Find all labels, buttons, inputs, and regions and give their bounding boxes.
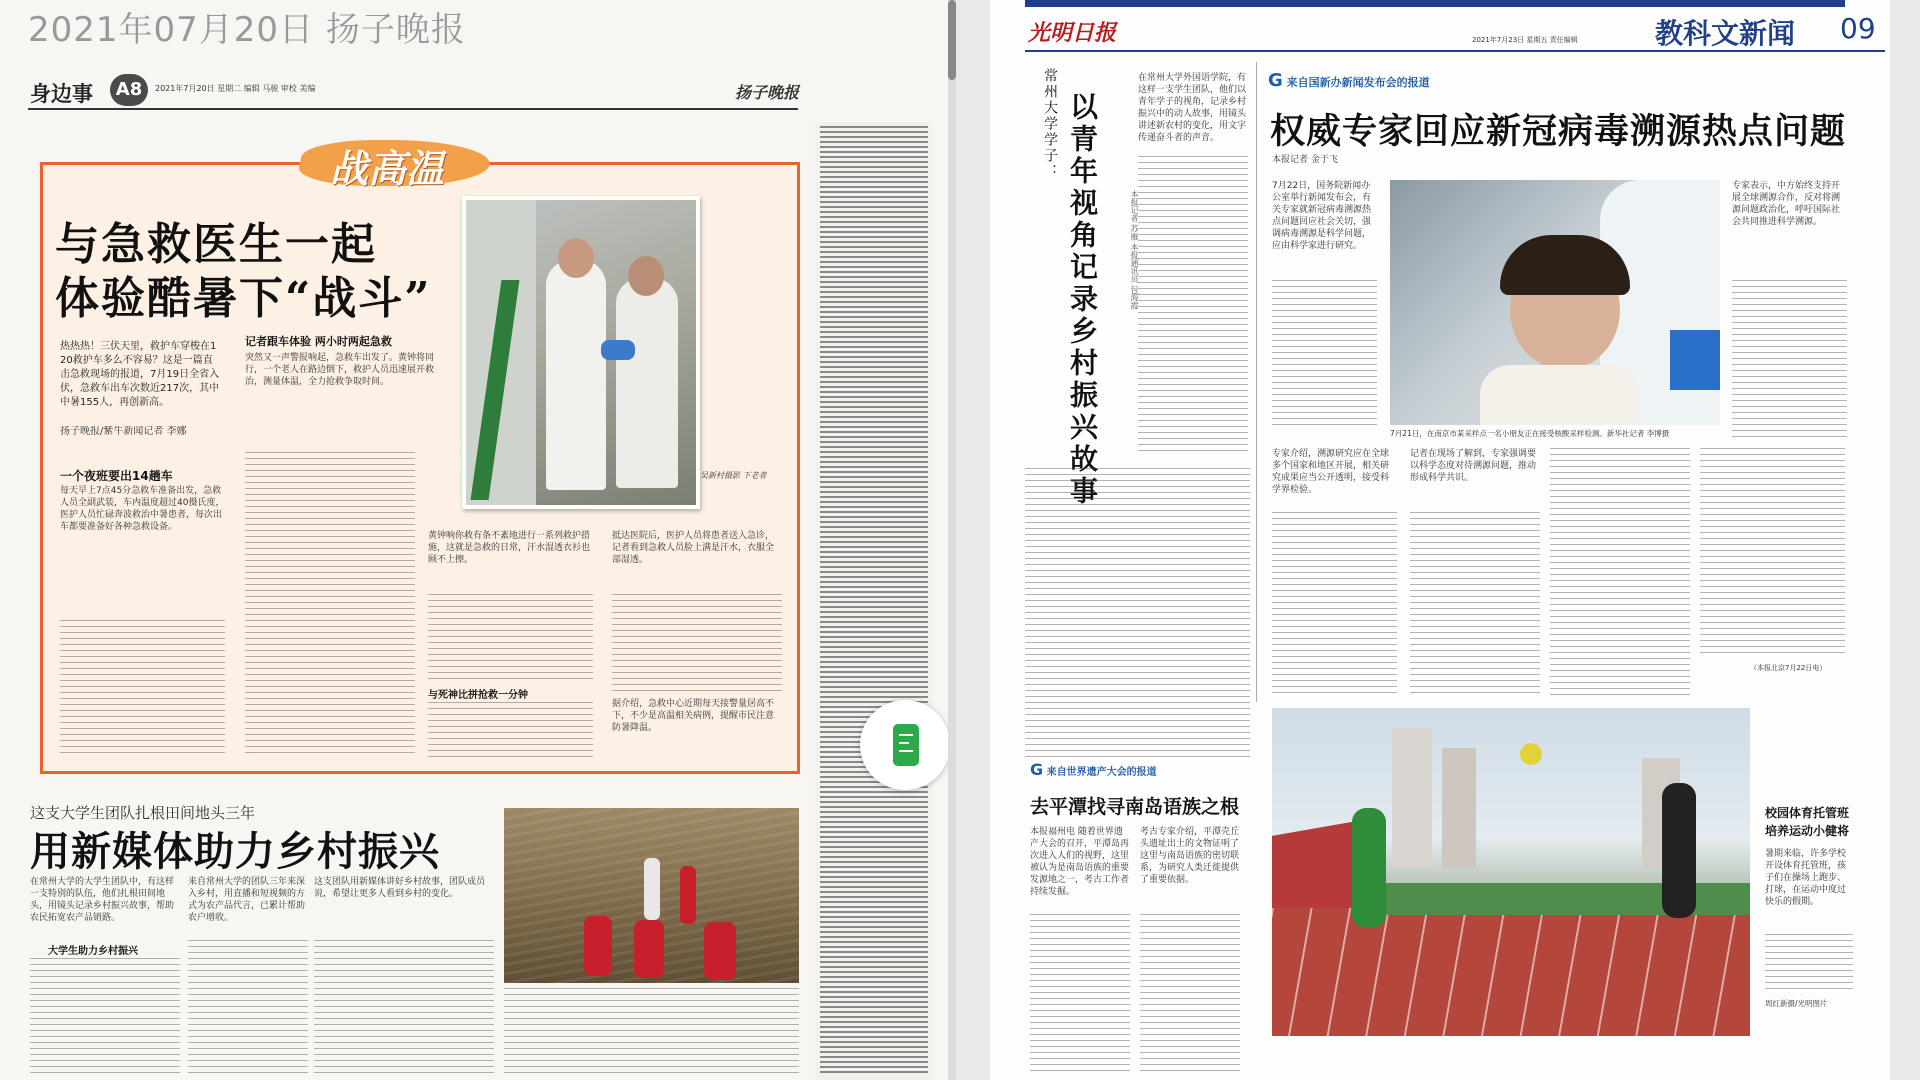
- floating-notes-button[interactable]: [860, 700, 950, 790]
- feature-sub-3: 与死神比拼抢救一分钟: [428, 690, 528, 701]
- field-person-2: [680, 866, 696, 924]
- photo-medic-1: [546, 260, 606, 490]
- feature-body-4: 抵达医院后，医护人员将患者送入急诊，记者看到急救人员脸上满是汗水，衣服全部湿透。: [612, 531, 775, 565]
- main-byline: 本报记者 金于飞: [1272, 155, 1338, 165]
- main-story-tag: [1268, 70, 1430, 91]
- main-body-1: 7月22日，国务院新闻办公室举行新闻发布会，有关专家就新冠病毒溯源热点问题回应社会关切，强调病毒溯源是科学问题，应由科学家进行研究。: [1272, 181, 1372, 251]
- feature-body-5: 据介绍，急救中心近期每天接警量居高不下，不少是高温相关病例，提醒市民注意防暑降温。: [612, 699, 775, 733]
- right-top-rule: [1025, 0, 1845, 7]
- photo-child-shirt: [1480, 365, 1640, 425]
- emergency-doctor-photo: [462, 196, 700, 509]
- feature-lead-byline: 扬子晚报/紫牛新闻记者 李娜: [60, 426, 187, 437]
- scrollbar-thumb[interactable]: [948, 0, 956, 80]
- side-body: 暑期来临，许多学校开设体育托管班，孩子们在操场上跑步、打球，在运动中度过快乐的假期。: [1765, 849, 1847, 907]
- field-person-3: [584, 916, 612, 976]
- feature-body-2-continued: [245, 452, 415, 758]
- photo-volleyball: [1520, 743, 1542, 765]
- photo-medic-1-head: [558, 238, 594, 278]
- story2-kicker: 这支大学生团队扎根田间地头三年: [30, 804, 256, 822]
- main-body-middle: 记者在现场了解到，专家强调要以科学态度对待溯源问题，推动形成科学共识。: [1410, 449, 1537, 483]
- right-newspaper-page: [990, 0, 1890, 1080]
- notes-icon: [893, 724, 919, 766]
- vertical-scrollbar[interactable]: [948, 0, 956, 1080]
- vertical-byline: 本报记者 苏雁 本报通讯员 包海霞: [1130, 190, 1139, 310]
- left-newspaper-page: [0, 0, 950, 1080]
- wh-body-continued: [1030, 914, 1130, 1074]
- covid-photo-caption: 7月21日，在南京市某采样点一名小朋友正在接受核酸采样检测。新华社记者 李博摄: [1390, 429, 1670, 438]
- main-body-col-4: [1700, 448, 1845, 658]
- vertical-story-bottom-text: [1025, 468, 1250, 760]
- story2-body-b: 来自常州大学的团队三年来深入乡村，用直播和短视频的方式为农产品代言，已累计帮助农户增收。: [188, 877, 306, 923]
- field-person-4: [634, 920, 664, 978]
- feature-body-3: 黄钟响你救有条不紊地进行一系列救护措施，这就是急救的日常，汗水湿透衣衫也顾不上擦。: [428, 531, 591, 565]
- feature-body-3-end: [428, 702, 593, 758]
- main-body-middle-continued: [1410, 512, 1540, 696]
- story2-sub: 大学生助力乡村振兴: [48, 946, 138, 957]
- left-side-column-text: [820, 126, 928, 1076]
- right-column-separator: [1256, 62, 1257, 702]
- right-meta-line: 2021年7月23日 星期五 责任编辑: [1472, 36, 1578, 44]
- feature-headline-line2: 体验酷暑下“战斗”: [55, 273, 432, 324]
- right-section-title: 教科文新闻: [1655, 17, 1796, 50]
- photo-glove: [601, 340, 635, 360]
- left-page-number: A8: [115, 79, 143, 100]
- main-story-tag-text: 来自国新办新闻发布会的报道: [1286, 76, 1430, 89]
- feature-body-1: 每天早上7点45分急救车准备出发，急救人员全副武装，车内温度超过40摄氏度，医护人员忙碌奔波救治中暑患者，每次出车都要准备好各种急救设备。: [60, 486, 225, 532]
- wh-body-2-continued: [1140, 914, 1240, 1074]
- vertical-story-text: 在常州大学外国语学院，有这样一支学生团队，他们以青年学子的视角，记录乡村振兴中的动人故事，用镜头讲述新农村的变化，用文字传递奋斗者的声音。: [1138, 73, 1247, 143]
- vertical-kicker: 常州大学学子：: [1042, 68, 1058, 180]
- feature-lead-text: 热热热！三伏天里，救护车穿梭在120救护车多么不容易？这是一篇直击急救现场的报道，7月19日全省入伏，急救车出车次数近217次，其中中暑155人，再创新高。: [60, 341, 220, 408]
- photo-blue-bag: [1670, 330, 1720, 390]
- right-header-rule: [1025, 50, 1885, 52]
- photo-medic-2: [616, 278, 678, 488]
- photo-medic-2-head: [628, 256, 664, 296]
- story2-body: 在常州大学的大学生团队中，有这样一支特别的队伍，他们扎根田间地头，用镜头记录乡村振兴故事，帮助农民拓宽农产品销路。: [30, 877, 175, 923]
- photo-building-2: [1442, 748, 1476, 868]
- banner-title: 战高温: [330, 146, 445, 191]
- wh-tag: [1030, 760, 1157, 779]
- left-section-name: 身边事: [30, 82, 93, 106]
- story2-headline: 用新媒体助力乡村振兴: [30, 828, 440, 875]
- main-headline: 权威专家回应新冠病毒溯源热点问题: [1270, 111, 1847, 152]
- side-credit: 周红新摄/光明图片: [1765, 999, 1828, 1008]
- right-masthead: 光明日报: [1028, 20, 1117, 46]
- wh-headline: 去平潭找寻南岛语族之根: [1030, 796, 1240, 818]
- story2-body-continued: [30, 958, 180, 1076]
- vertical-headline: 以青年视角记录乡村振兴故事: [1066, 92, 1099, 508]
- g-logo-icon: G: [1268, 70, 1283, 91]
- wh-body-2: 考古专家介绍，平潭壳丘头遗址出土的文物证明了这里与南岛语族的密切联系，为研究人类迁徙提供了重要依据。: [1140, 827, 1240, 885]
- main-body-1-continued: [1272, 280, 1377, 430]
- photo-building-1: [1392, 728, 1432, 868]
- main-body-col-3: [1550, 448, 1690, 696]
- covid-test-photo: [1390, 180, 1720, 425]
- photo-player-green: [1352, 808, 1386, 928]
- left-page-number-badge: [110, 74, 148, 106]
- wh-tag-text: 来自世界遗产大会的报道: [1046, 767, 1157, 778]
- right-page-number: 09: [1840, 12, 1876, 45]
- vertical-story-text-continued: [1138, 156, 1248, 456]
- side-headline: 校园体育托管班培养运动小健将: [1765, 806, 1850, 838]
- main-body-lower-continued: [1272, 512, 1397, 696]
- main-body-lower: 专家介绍，溯源研究应在全球多个国家和地区开展，相关研究成果应当公开透明，接受科学界检验。: [1272, 449, 1390, 495]
- main-body-right-col: 专家表示，中方始终支持开展全球溯源合作，反对将溯源问题政治化，呼吁国际社会共同推进科学溯源。: [1732, 181, 1841, 227]
- side-body-continued: [1765, 934, 1853, 994]
- story2-body-c: 这支团队用新媒体讲好乡村故事，团队成员说，希望让更多人看到乡村的变化。: [314, 877, 486, 899]
- feature-headline-line1: 与急救医生一起: [55, 219, 377, 270]
- left-header-date: 2021年07月20日 扬子晚报: [28, 10, 466, 50]
- main-story-end: （本报北京7月22日电）: [1750, 664, 1827, 672]
- wh-body: 本报福州电 随着世界遗产大会的召开，平潭岛再次进入人们的视野，这里被认为是南岛语族的重要发源地之一，考古工作者持续发掘。: [1030, 827, 1130, 897]
- feature-body-1-continued: [60, 620, 225, 758]
- story2-body-b-continued: [188, 940, 308, 1076]
- field-photo-caption-and-text: [504, 988, 799, 1076]
- g-logo-icon-2: G: [1030, 760, 1044, 779]
- feature-sub-1: 一个夜班要出14趟车: [60, 469, 173, 483]
- feature-body-3-continued: [428, 594, 593, 684]
- field-team-photo: [504, 808, 799, 983]
- feature-body-4-continued: [612, 594, 782, 694]
- field-person-1: [644, 858, 660, 920]
- left-meta-line: 2021年7月20日 星期二 编辑 马骏 审校 美编: [155, 84, 316, 93]
- campus-sports-photo: [1272, 708, 1750, 1036]
- field-person-5: [704, 922, 736, 980]
- left-header-rule: [28, 108, 798, 110]
- photo-track-lines: [1272, 908, 1750, 1036]
- photo-player-black: [1662, 783, 1696, 918]
- feature-body-2: 突然又一声警报响起，急救车出发了。黄钟将同行，一个老人在路边倒下，救护人员迅速展开救治，测量体温，全力抢救争取时间。: [245, 353, 435, 387]
- left-masthead: 扬子晚报: [735, 83, 800, 102]
- feature-photo-caption: 吴新村摄影 下老者: [700, 471, 767, 480]
- main-body-right-col-continued: [1732, 280, 1847, 440]
- story2-body-c-continued: [314, 940, 494, 1076]
- feature-sub-2: 记者跟车体验 两小时两起急救: [245, 335, 392, 348]
